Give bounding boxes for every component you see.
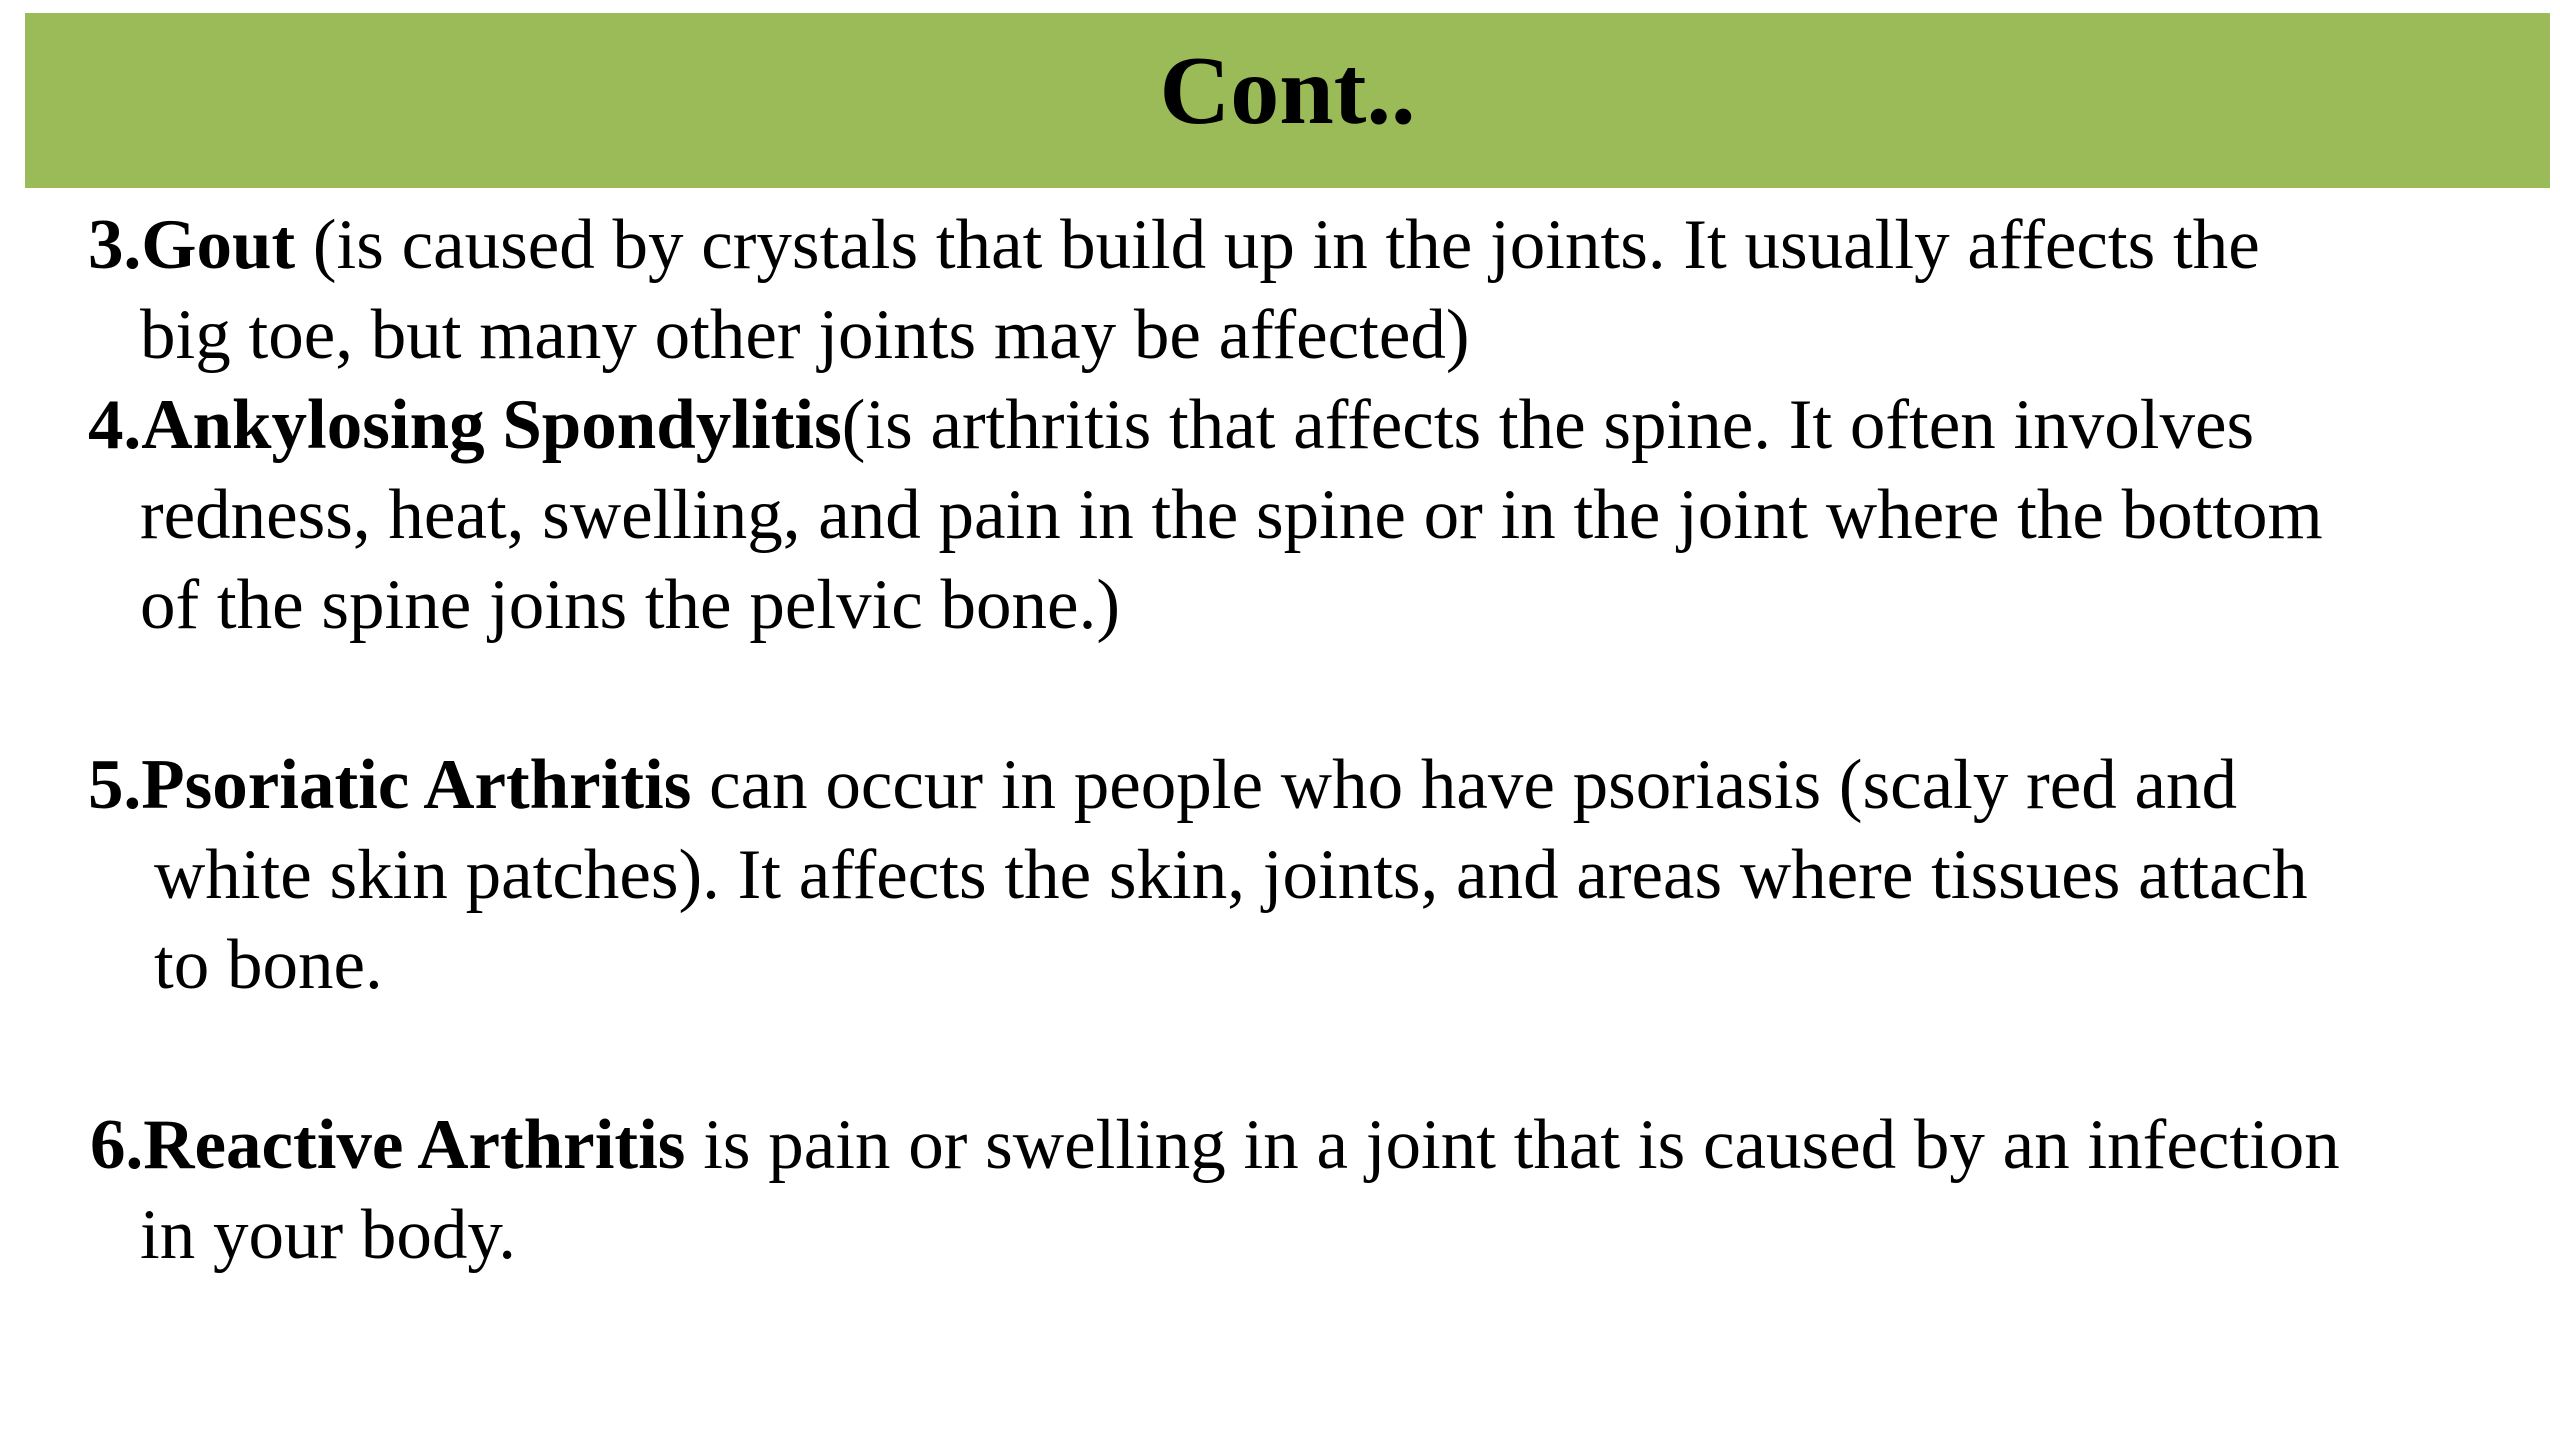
item-gout-line-1	[88, 200, 2260, 290]
item-reactive-term: Reactive Arthritis	[143, 1106, 686, 1184]
item-gout-text-1: (is caused by crystals that build up in the joints. It usually affects the	[295, 206, 2260, 284]
item-psoriatic-number: 5.	[88, 746, 142, 824]
item-gout-number: 3.	[88, 206, 142, 284]
item-gout-line-2	[140, 290, 1470, 380]
item-gout-text-2: big toe, but many other joints may be affected)	[140, 296, 1470, 374]
slide-title: Cont..	[1159, 36, 1416, 145]
item-reactive-line-2	[140, 1190, 516, 1280]
item-ankylosing-number: 4.	[88, 386, 142, 464]
item-ankylosing-line-1	[88, 380, 2254, 470]
item-ankylosing-text-2: redness, heat, swelling, and pain in the spine or in the joint where the bottom	[140, 476, 2323, 554]
item-ankylosing-text-1: (is arthritis that affects the spine. It often involves	[841, 386, 2255, 464]
item-ankylosing-text-3: of the spine joins the pelvic bone.)	[140, 566, 1120, 644]
item-psoriatic-text-2: white skin patches). It affects the skin, joints, and areas where tissues attach	[154, 836, 2308, 914]
item-reactive-number: 6.	[90, 1106, 144, 1184]
item-reactive-text-2: in your body.	[140, 1196, 517, 1274]
item-psoriatic-text-1: can occur in people who have psoriasis (scaly red and	[691, 746, 2238, 824]
item-reactive-text-1: is pain or swelling in a joint that is caused by an infection	[685, 1106, 2340, 1184]
item-psoriatic-term: Psoriatic Arthritis	[141, 746, 692, 824]
item-ankylosing-line-3	[140, 560, 1120, 650]
item-ankylosing-line-2	[140, 470, 2323, 560]
item-psoriatic-line-2	[154, 830, 2308, 920]
item-reactive-line-1	[90, 1100, 2340, 1190]
item-psoriatic-text-3: to bone.	[154, 926, 383, 1004]
title-bar	[25, 13, 2550, 188]
item-psoriatic-line-1	[88, 740, 2237, 830]
item-gout-term: Gout	[141, 206, 296, 284]
item-ankylosing-term: Ankylosing Spondylitis	[141, 386, 842, 464]
item-psoriatic-line-3	[154, 920, 383, 1010]
